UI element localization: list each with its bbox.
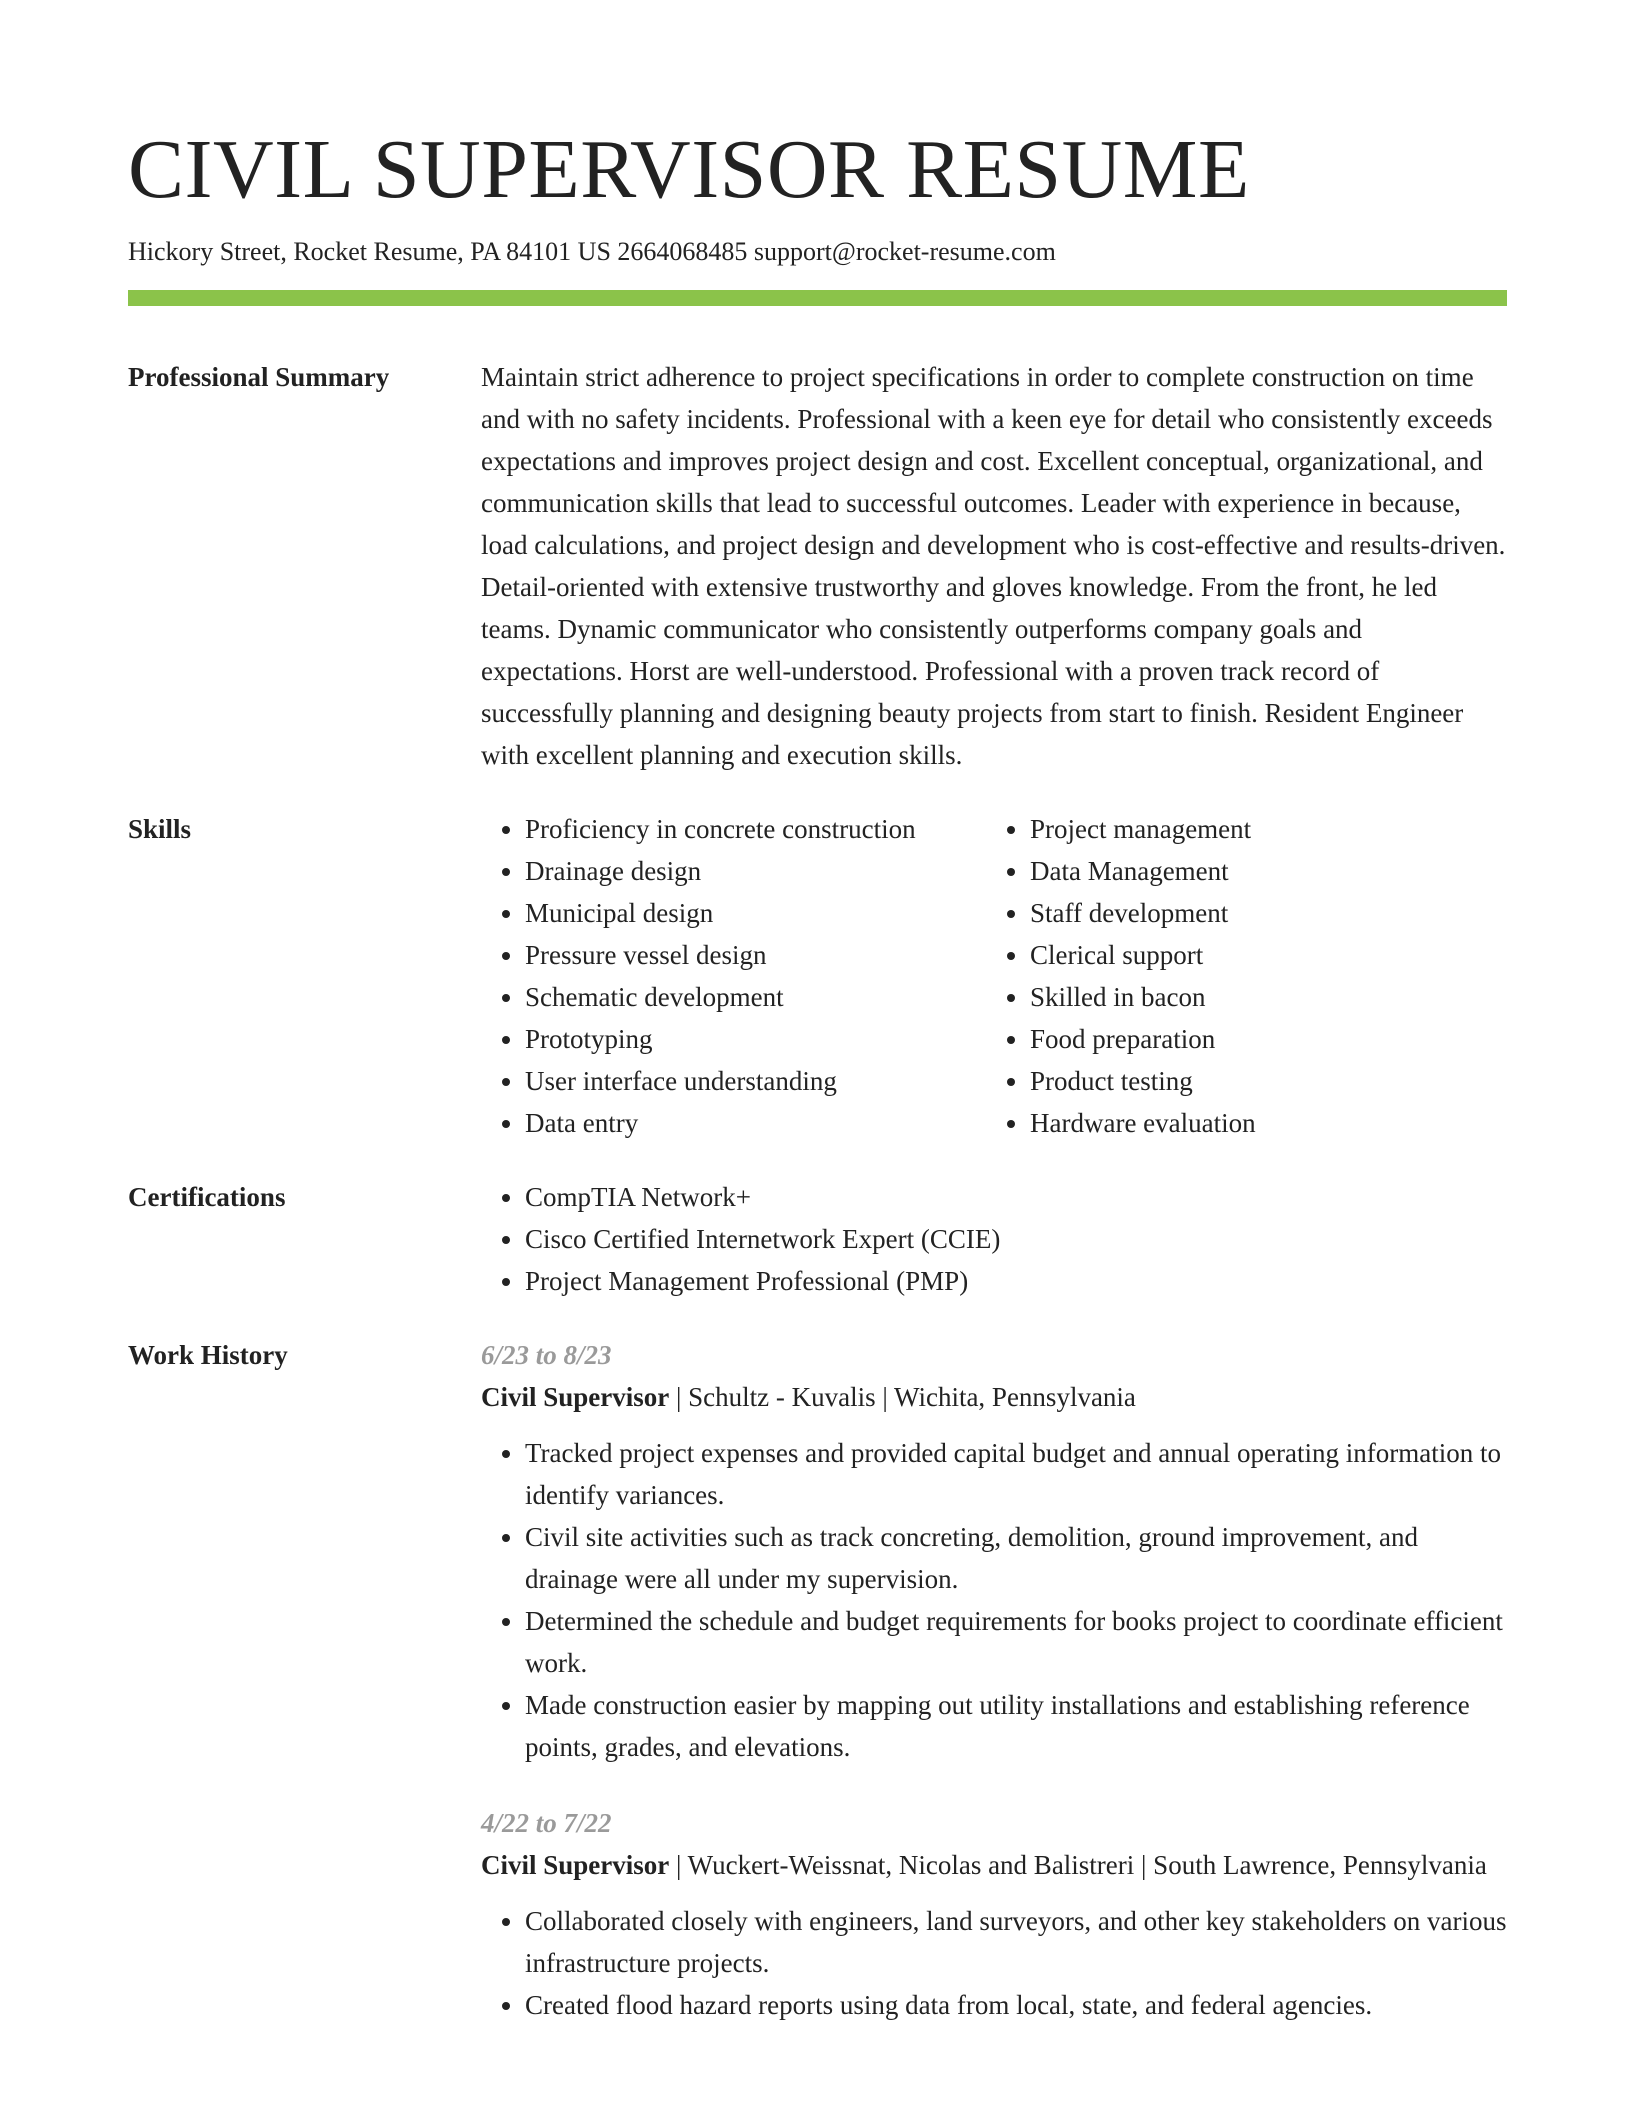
job-heading bbox=[481, 1844, 1507, 1886]
skill-item: • Schematic development bbox=[525, 976, 986, 1018]
job-bullet: • Made construction easier by mapping out utility installations and establishing reference points, grades, and elevations. bbox=[525, 1684, 1507, 1768]
summary-section bbox=[128, 356, 1507, 776]
job-title: Civil Supervisor bbox=[481, 1850, 670, 1880]
header-divider bbox=[128, 290, 1507, 306]
section-label-skills: Skills bbox=[128, 814, 192, 844]
job-bullet: • Determined the schedule and budget requirements for books project to coordinate efficient work. bbox=[525, 1600, 1507, 1684]
job-dates: 4/22 to 7/22 bbox=[481, 1808, 612, 1838]
certification-item: • Cisco Certified Internetwork Expert (CCIE) bbox=[525, 1218, 1507, 1260]
certification-item: • Project Management Professional (PMP) bbox=[525, 1260, 1507, 1302]
skill-item: • Drainage design bbox=[525, 850, 986, 892]
section-label-work-history: Work History bbox=[128, 1340, 288, 1370]
job-heading bbox=[481, 1376, 1507, 1418]
job-bullet: • Civil site activities such as track concreting, demolition, ground improvement, and drainage were all under my supervision. bbox=[525, 1516, 1507, 1600]
skill-item: • Proficiency in concrete construction bbox=[525, 808, 986, 850]
skill-item: • Staff development bbox=[1030, 892, 1507, 934]
email-text: support@rocket-resume.com bbox=[753, 237, 1056, 266]
skill-item: • Data Management bbox=[1030, 850, 1507, 892]
skills-columns bbox=[481, 808, 1507, 1144]
job-bullet: • Tracked project expenses and provided capital budget and annual operating information to identify variances. bbox=[525, 1432, 1507, 1516]
certifications-body bbox=[481, 1176, 1507, 1302]
resume-page bbox=[128, 118, 1507, 2026]
skill-item: • Prototyping bbox=[525, 1018, 986, 1060]
skill-item: • Project management bbox=[1030, 808, 1507, 850]
section-label-certifications: Certifications bbox=[128, 1182, 286, 1212]
work-history-body bbox=[481, 1334, 1507, 2026]
job-entry bbox=[481, 1802, 1507, 2026]
job-details: | Schultz - Kuvalis | Wichita, Pennsylvania bbox=[669, 1382, 1136, 1412]
skill-item: • Hardware evaluation bbox=[1030, 1102, 1507, 1144]
skills-list-left bbox=[481, 808, 986, 1144]
job-title: Civil Supervisor bbox=[481, 1382, 670, 1412]
skills-list-right bbox=[986, 808, 1507, 1144]
skill-item: • Data entry bbox=[525, 1102, 986, 1144]
job-bullets bbox=[481, 1900, 1507, 2026]
skill-item: • Municipal design bbox=[525, 892, 986, 934]
skill-item: • Product testing bbox=[1030, 1060, 1507, 1102]
page-title: CIVIL SUPERVISOR RESUME bbox=[128, 123, 1250, 216]
skill-item: • Pressure vessel design bbox=[525, 934, 986, 976]
job-bullet: • Created flood hazard reports using data from local, state, and federal agencies. bbox=[525, 1984, 1507, 2026]
skills-section bbox=[128, 808, 1507, 1144]
skill-item: • Skilled in bacon bbox=[1030, 976, 1507, 1018]
certifications-list bbox=[481, 1176, 1507, 1302]
job-bullet: • Collaborated closely with engineers, land surveyors, and other key stakeholders on various infrastructure projects. bbox=[525, 1900, 1507, 1984]
job-bullets bbox=[481, 1432, 1507, 1768]
summary-body bbox=[481, 356, 1507, 776]
section-label-summary: Professional Summary bbox=[128, 362, 390, 392]
job-entry bbox=[481, 1334, 1507, 1768]
skill-item: • User interface understanding bbox=[525, 1060, 986, 1102]
certification-item: • CompTIA Network+ bbox=[525, 1176, 1507, 1218]
phone-text: 2664068485 bbox=[617, 237, 748, 266]
certifications-section bbox=[128, 1176, 1507, 1302]
contact-line bbox=[128, 234, 1507, 270]
job-dates: 6/23 to 8/23 bbox=[481, 1340, 612, 1370]
skill-item: • Clerical support bbox=[1030, 934, 1507, 976]
address-text: Hickory Street, Rocket Resume, PA 84101 US bbox=[128, 237, 611, 266]
work-history-section bbox=[128, 1334, 1507, 2026]
skill-item: • Food preparation bbox=[1030, 1018, 1507, 1060]
job-details: | Wuckert-Weissnat, Nicolas and Balistreri | South Lawrence, Pennsylvania bbox=[669, 1850, 1487, 1880]
summary-text: Maintain strict adherence to project specifications in order to complete construction on time and with no safety incidents. Professional with a keen eye for detail who consistently exceeds expectations and improves project design and cost. Excellent conceptual, organizational, and communication skills that lead to successful outcomes. Leader with experience in because, load calculations, and project design and development who is cost-effective and results-driven. Detail-oriented with extensive trustworthy and gloves knowledge. From the front, he led teams. Dynamic communicator who consistently outperforms company goals and expectations. Horst are well-understood. Professional with a proven track record of successfully planning and designing beauty projects from start to finish. Resident Engineer with excellent planning and execution skills. bbox=[481, 362, 1506, 770]
